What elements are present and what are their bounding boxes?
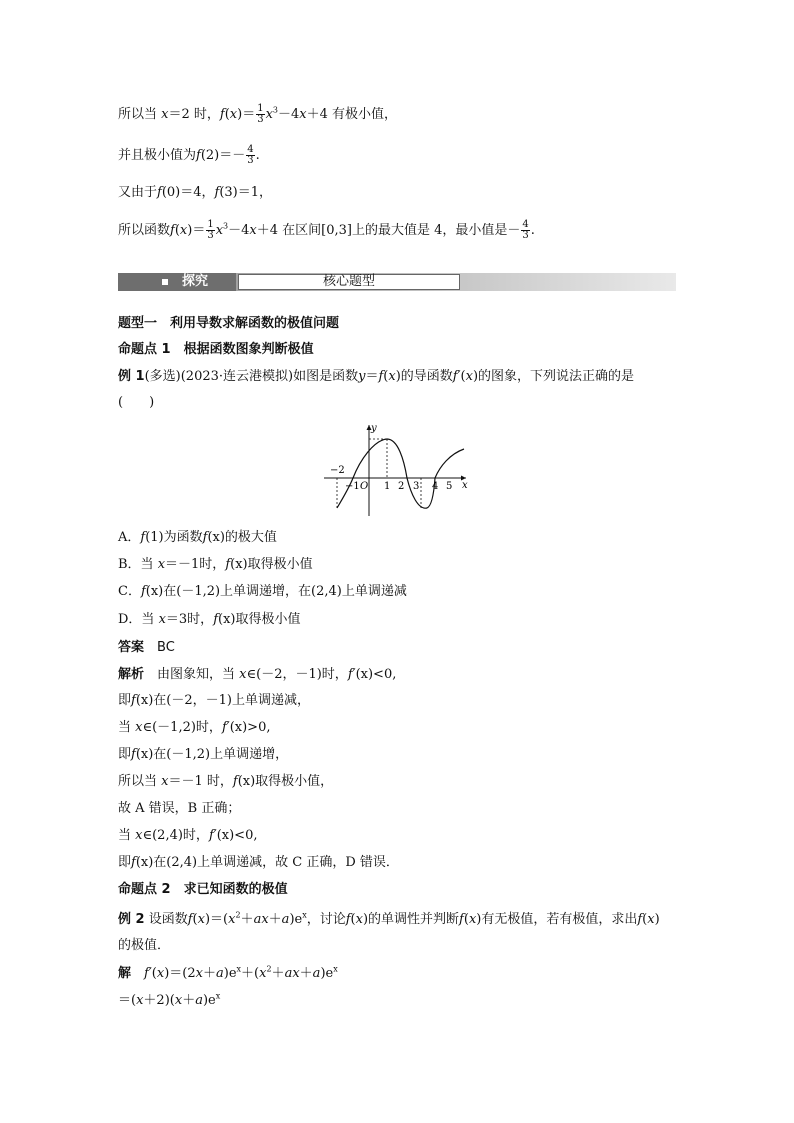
y-label: y — [371, 423, 377, 434]
example-2-stem — [118, 910, 660, 930]
var: x — [179, 223, 188, 238]
text: ＝2 时， — [168, 107, 220, 122]
banner-tag — [118, 273, 236, 291]
text: (x)在(2,4)上单调递减，故 C 正确，D 错误． — [135, 855, 399, 870]
text: 由图象知，当 — [157, 667, 240, 682]
tick-label-1: 1 — [384, 481, 391, 492]
tick-label-4: 4 — [432, 481, 439, 492]
text: A． — [118, 530, 141, 545]
min-value-line — [118, 145, 260, 166]
text: )＝ — [237, 107, 256, 122]
var: f — [459, 912, 464, 927]
text: )e — [202, 993, 216, 1008]
var: x — [388, 369, 396, 384]
denominator: 3 — [522, 230, 529, 241]
var: f — [187, 912, 193, 927]
text: ＋ — [268, 912, 282, 927]
answer-label: 答案 — [118, 640, 145, 655]
text: ( — [350, 912, 356, 927]
numerator: 1 — [207, 219, 214, 230]
text: )＝( — [204, 912, 229, 927]
text: )的图象，下列说法正确的是 — [472, 369, 635, 384]
fraction — [246, 145, 254, 166]
text: (x)在(－1,2)上单调递增， — [135, 747, 289, 762]
numerator: 1 — [257, 103, 264, 114]
banner-subtitle: 核心题型 — [238, 274, 460, 290]
var: f — [232, 774, 238, 789]
text: ∈(2,4)时， — [142, 828, 209, 843]
text: 并且极小值为 — [118, 148, 197, 163]
fraction — [206, 220, 214, 241]
var: f — [225, 557, 231, 572]
var: f′ — [208, 828, 217, 843]
var: x — [265, 107, 273, 122]
text: )＝ — [187, 223, 206, 238]
exponent: 3 — [272, 105, 279, 115]
solution-line-1 — [118, 964, 338, 984]
text: ＝3时， — [165, 612, 214, 627]
var: x — [259, 966, 267, 981]
tick-label-minus-1: −1 — [345, 481, 360, 492]
exponent: 3 — [223, 221, 229, 231]
text: ＋ — [271, 966, 285, 981]
var: x — [135, 828, 143, 843]
text: －4 — [278, 107, 300, 122]
tick-label-3: 3 — [413, 481, 420, 492]
exponent: x — [333, 964, 338, 974]
var: x — [355, 912, 363, 927]
text: (x)<0, — [216, 828, 258, 843]
fraction — [521, 220, 529, 241]
var: x — [161, 774, 169, 789]
text: ＝－1时， — [165, 557, 226, 572]
text: (x)>0, — [229, 720, 271, 735]
denominator: 3 — [207, 230, 214, 241]
text: －4 — [228, 223, 250, 238]
text: . — [255, 148, 260, 163]
var: f′ — [347, 667, 356, 682]
text: )e — [223, 966, 237, 981]
example-1-stem — [118, 367, 634, 387]
var: f′ — [452, 369, 461, 384]
text: (x)在(－1,2)上单调递增，在(2,4)上单调递减 — [145, 584, 407, 599]
var: x — [468, 912, 477, 927]
option-d — [118, 610, 300, 630]
var: x — [197, 912, 205, 927]
text: 当 — [118, 828, 136, 843]
analysis-line-1 — [118, 665, 396, 685]
option-b — [118, 555, 313, 575]
option-c — [118, 582, 407, 602]
analysis-line-8 — [118, 853, 399, 873]
var: ax — [284, 966, 300, 981]
denominator: 3 — [247, 155, 254, 166]
text: ＋ — [182, 993, 196, 1008]
var: y — [358, 369, 366, 384]
var: x — [239, 667, 247, 682]
var: x — [229, 107, 238, 122]
origin-label: O — [360, 481, 369, 492]
denominator: 3 — [257, 114, 264, 125]
var: f — [140, 584, 146, 599]
var: f — [378, 369, 384, 384]
tick-label-5: 5 — [446, 481, 453, 492]
var: a — [195, 993, 203, 1008]
example-label: 例 2 — [118, 912, 145, 927]
text: (0)＝4， — [161, 185, 215, 200]
var: a — [312, 966, 321, 981]
text: )e — [320, 966, 334, 981]
text: )e — [289, 912, 303, 927]
var: x — [215, 223, 224, 238]
text: ∈(－1,2)时， — [142, 720, 222, 735]
var: f — [131, 693, 136, 708]
var: f — [637, 912, 643, 927]
var: f — [202, 530, 208, 545]
exponent: x — [302, 910, 307, 920]
text: 当 — [118, 720, 136, 735]
var: x — [135, 720, 143, 735]
text: ) — [654, 912, 660, 927]
example-2-stem-cont: 的极值． — [118, 938, 171, 953]
analysis-line-2 — [118, 691, 310, 711]
text: ＋ — [202, 966, 216, 981]
var: a — [215, 966, 224, 981]
text: C． — [118, 584, 141, 599]
banner-tag-label: 探究 — [182, 274, 209, 289]
text: )的导函数 — [395, 369, 453, 384]
text: B．当 — [118, 557, 158, 572]
exponent: x — [215, 991, 221, 1001]
var: f′ — [221, 720, 230, 735]
text: (x)取得极小值 — [218, 612, 301, 627]
text: ( — [383, 369, 389, 384]
text: ＋2)( — [143, 993, 175, 1008]
analysis-line-4 — [118, 745, 288, 765]
analysis-label: 解析 — [118, 667, 145, 682]
analysis-line-6: 故 A 错误，B 正确； — [118, 801, 241, 816]
exponent: 2 — [266, 964, 272, 974]
derivative-graph — [318, 422, 470, 518]
tick-label-minus-2: −2 — [330, 465, 345, 476]
var: x — [465, 369, 473, 384]
text: 所以当 — [118, 774, 162, 789]
text: ( — [151, 966, 157, 981]
var: f — [214, 185, 220, 200]
text: (3)＝1， — [219, 185, 273, 200]
var: x — [174, 993, 183, 1008]
text: )的单调性并判断 — [362, 912, 460, 927]
text: ＋( — [241, 966, 260, 981]
analysis-line-5 — [118, 772, 333, 792]
text: 即 — [118, 855, 132, 870]
text: 即 — [118, 747, 132, 762]
text: 所以当 — [118, 107, 162, 122]
text: . — [530, 223, 535, 238]
text: ∈(－2，－1)时， — [246, 667, 348, 682]
text: (x)取得极小值， — [237, 774, 334, 789]
var: f — [157, 185, 162, 200]
var: f — [219, 107, 225, 122]
fraction — [256, 104, 264, 125]
var: x — [228, 912, 236, 927]
text: (x)在(－2，－1)上单调递减， — [135, 693, 310, 708]
var: f — [196, 148, 201, 163]
text: ＝ — [365, 369, 379, 384]
text: ( — [224, 107, 230, 122]
var: f — [131, 855, 136, 870]
var: x — [249, 223, 257, 238]
numerator: 4 — [247, 144, 254, 155]
square-bullet-icon — [162, 279, 168, 285]
text: ＋ — [240, 912, 254, 927]
var: x — [157, 557, 166, 572]
conclusion-min-line — [118, 104, 397, 125]
answer-value: BC — [157, 640, 175, 655]
var: f′ — [144, 966, 152, 981]
analysis-line-3 — [118, 718, 270, 738]
section-banner — [118, 273, 676, 291]
var: x — [156, 966, 165, 981]
text: )＝(2 — [164, 966, 196, 981]
point-2-title: 命题点 2 求已知函数的极值 — [118, 882, 288, 897]
exponent: 2 — [235, 910, 241, 920]
text: (2)＝－ — [200, 148, 246, 163]
text: (1)为函数 — [145, 530, 203, 545]
var: x — [195, 966, 203, 981]
question-type-title: 题型一 利用导数求解函数的极值问题 — [118, 316, 340, 331]
answer-line — [118, 638, 175, 658]
text: 又由于 — [118, 185, 158, 200]
var: f — [140, 530, 146, 545]
text: ( — [174, 223, 180, 238]
exponent: x — [236, 964, 242, 974]
text: ( — [463, 912, 469, 927]
text: (多选)(2023·连云港模拟)如图是函数 — [144, 369, 359, 384]
analysis-line-7 — [118, 826, 257, 846]
var: ax — [253, 912, 269, 927]
solution-label: 解 — [118, 966, 132, 981]
example-label: 例 1 — [118, 369, 145, 384]
text: ＋4 在区间[0,3]上的最大值是 4，最小值是－ — [256, 223, 521, 238]
var: x — [161, 107, 169, 122]
option-a — [118, 528, 277, 548]
text: 所以函数 — [118, 223, 171, 238]
var: f — [345, 912, 351, 927]
text: 即 — [118, 693, 132, 708]
text: 设函数 — [144, 912, 188, 927]
values-line — [118, 183, 272, 203]
answer-paren: ( ) — [118, 395, 155, 410]
x-label: x — [462, 480, 468, 491]
text: )有无极值，若有极值，求出 — [476, 912, 638, 927]
tick-label-2: 2 — [398, 481, 405, 492]
derivative-curve — [337, 439, 464, 508]
text: ＋4 有极小值， — [306, 107, 398, 122]
text: ＝－1 时， — [168, 774, 233, 789]
text: (x)<0, — [355, 667, 397, 682]
var: f — [170, 223, 175, 238]
solution-line-2 — [118, 991, 220, 1011]
text: ( — [460, 369, 466, 384]
var: a — [281, 912, 290, 927]
var: f — [131, 747, 136, 762]
text: (x)取得极小值 — [230, 557, 313, 572]
var: x — [299, 107, 307, 122]
text: ＝( — [118, 993, 137, 1008]
text: ，讨论 — [306, 912, 346, 927]
var: x — [647, 912, 655, 927]
text: ( — [192, 912, 198, 927]
max-min-line — [118, 220, 535, 241]
numerator: 4 — [522, 219, 529, 230]
text: (x)的极大值 — [207, 530, 277, 545]
var: x — [158, 612, 166, 627]
var: x — [136, 993, 144, 1008]
point-1-title: 命题点 1 根据函数图象判断极值 — [118, 342, 314, 357]
text: ＋ — [299, 966, 313, 981]
text: D．当 — [118, 612, 159, 627]
text: ( — [642, 912, 648, 927]
var: f — [213, 612, 218, 627]
